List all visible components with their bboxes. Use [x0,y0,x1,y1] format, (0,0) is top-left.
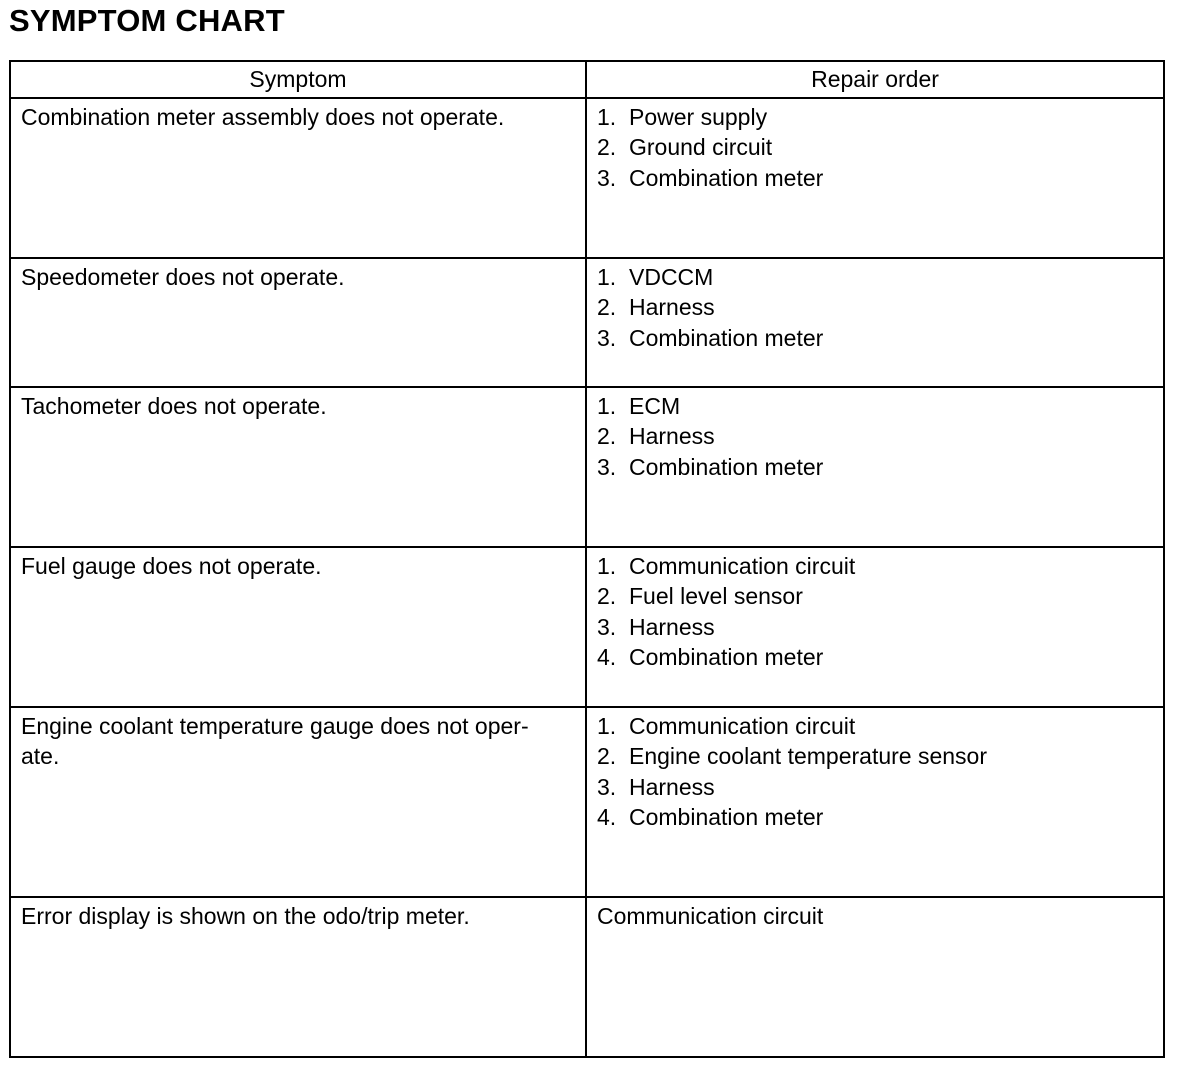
repair-step: 4. Combination meter [597,804,824,831]
table-row [10,258,1164,387]
repair-order-cell [586,98,1164,258]
repair-step: 2. Harness [597,294,715,321]
table-row [10,707,1164,897]
table-header-row [10,61,1164,98]
repair-order-list [597,102,1153,193]
repair-order-column-header: Repair order [586,61,1164,98]
symptom-chart-table [9,60,1165,1058]
table-row [10,547,1164,707]
repair-order-cell: Communication circuit [586,897,1164,1057]
symptom-line: Engine coolant temperature gauge does not oper- [21,713,529,739]
symptom-column-header: Symptom [10,61,586,98]
repair-order-cell [586,547,1164,707]
repair-step: 1. ECM [597,393,681,419]
repair-order-list [597,391,1153,482]
table-row [10,897,1164,1057]
symptom-cell: Tachometer does not operate. [10,387,586,547]
repair-order-cell [586,258,1164,387]
repair-step: 1. Communication circuit [597,713,856,739]
page-title: SYMPTOM CHART [9,3,285,38]
repair-order-list [597,551,1153,673]
repair-step: 2. Engine coolant temperature sensor [597,743,987,770]
symptom-cell: Error display is shown on the odo/trip meter. [10,897,586,1057]
repair-order-cell [586,707,1164,897]
repair-step: 1. VDCCM [597,264,714,290]
repair-step: 2. Fuel level sensor [597,583,803,610]
symptom-cell: Speedometer does not operate. [10,258,586,387]
repair-step: 2. Harness [597,423,715,450]
repair-step: 3. Combination meter [597,164,824,191]
symptom-cell: Fuel gauge does not operate. [10,547,586,707]
table-row [10,387,1164,547]
repair-order-cell [586,387,1164,547]
repair-step: 4. Combination meter [597,644,824,671]
repair-order-list [597,711,1153,833]
table-row [10,98,1164,258]
repair-step: 3. Combination meter [597,453,824,480]
repair-order-list [597,262,1153,353]
symptom-line: ate. [21,743,60,770]
repair-step: 1. Communication circuit [597,553,856,579]
repair-step: 3. Harness [597,613,715,640]
repair-step: 1. Power supply [597,104,768,130]
repair-step: 3. Combination meter [597,324,824,351]
repair-step: 3. Harness [597,773,715,800]
repair-step: 2. Ground circuit [597,134,773,161]
symptom-cell: Combination meter assembly does not operate. [10,98,586,258]
symptom-cell [10,707,586,897]
